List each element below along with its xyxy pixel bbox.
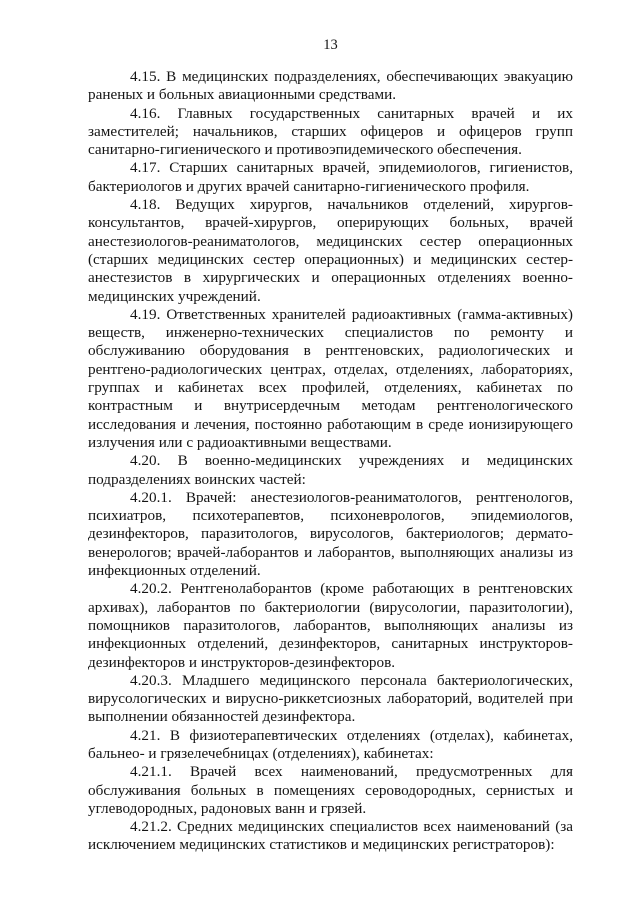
- paragraph-4-15: 4.15. В медицинских подразделениях, обеспечивающих эвакуацию раненых и больных авиационными средствами.: [88, 68, 573, 104]
- paragraph-4-17: 4.17. Старших санитарных врачей, эпидемиологов, гигиенистов, бактериологов и других врачей санитарно-гигиенического профиля.: [88, 159, 573, 195]
- paragraph-4-20-1: 4.20.1. Врачей: анестезиологов-реаниматологов, рентгенологов, психиатров, психотерапевтов, психоневрологов, эпидемиологов, дезинфекторов, паразитологов, вирусологов, бактериологов; дермато-венерологов; врачей-лаборантов и лаборантов, выполняющих анализы из инфекционных отделений.: [88, 488, 573, 580]
- paragraph-4-19: 4.19. Ответственных хранителей радиоактивных (гамма-активных) веществ, инженерно-технических специалистов по ремонту и обслуживанию оборудования в рентгеновских, радиологических и рентгено-радиологических центрах, отделах, отделениях, лабораториях, группах и кабинетах всех профилей, отделениях, кабинетах по контрастным и внутрисердечным методам рентгенологического исследования и лечения, постоянно работающим в среде ионизирующего излучения или с радиоактивными веществами.: [88, 305, 573, 451]
- paragraph-4-20-3: 4.20.3. Младшего медицинского персонала бактериологических, вирусологических и вирусно-риккетсиозных лабораторий, водителей при выполнении обязанностей дезинфектора.: [88, 671, 573, 726]
- page-number: 13: [323, 37, 338, 53]
- paragraph-4-21-1: 4.21.1. Врачей всех наименований, предусмотренных для обслуживания больных в помещениях сероводородных, сернистых и углеводородных, радоновых ванн и грязей.: [88, 763, 573, 817]
- paragraph-4-21: 4.21. В физиотерапевтических отделениях (отделах), кабинетах, бальнео- и грязелечебницах (отделениях), кабинетах:: [88, 726, 573, 762]
- paragraph-4-16: 4.16. Главных государственных санитарных врачей и их заместителей; начальников, старших офицеров и офицеров групп санитарно-гигиенического и противоэпидемического обеспечения.: [88, 104, 573, 159]
- paragraph-4-20: 4.20. В военно-медицинских учреждениях и медицинских подразделениях воинских частей:: [88, 452, 573, 488]
- paragraph-4-18: 4.18. Ведущих хирургов, начальников отделений, хирургов-консультантов, врачей-хирургов, оперирующих больных, врачей анестезиологов-реаниматологов, медицинских сестер операционных (старших медицинских сестер операционных) и медицинских сестер-анестезистов в хирургических и операционных отделениях военно-медицинских учреждений.: [88, 196, 573, 305]
- paragraph-4-20-2: 4.20.2. Рентгенолаборантов (кроме работающих в рентгеновских архивах), лаборантов по бактериологии (вирусологии, паразитологии), помощников паразитологов, лаборантов, выполняющих анализы из инфекционных отделений, дезинфекторов, санитарных инструкторов-дезинфекторов и инструкторов-дезинфекторов.: [88, 580, 573, 671]
- paragraph-4-21-2: 4.21.2. Средних медицинских специалистов всех наименований (за исключением медицинских статистиков и медицинских регистраторов):: [88, 818, 573, 854]
